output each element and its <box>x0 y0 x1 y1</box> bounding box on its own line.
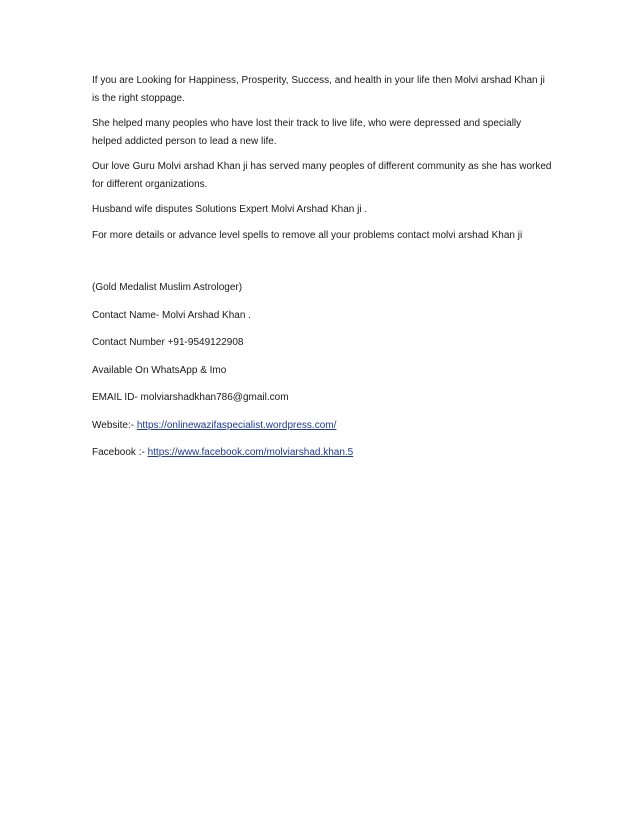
facebook-label: Facebook :- <box>92 447 148 458</box>
email-line: EMAIL ID- molviarshadkhan786@gmail.com <box>92 392 289 403</box>
intro-paragraph: If you are Looking for Happiness, Prosperity, Success, and health in your life then Molvi arshad Khan ji is the right stoppage. <box>92 75 545 104</box>
details-paragraph: For more details or advance level spells to remove all your problems contact molvi arshad Khan ji <box>92 229 523 241</box>
service-paragraph: Our love Guru Molvi arshad Khan ji has served many peoples of different community as she has worked for different organizations. <box>92 161 552 190</box>
facebook-line <box>92 444 552 462</box>
help-paragraph: She helped many peoples who have lost their track to live life, who were depressed and specially helped addicted person to lead a new life. <box>92 118 522 147</box>
contact-name: Contact Name- Molvi Arshad Khan . <box>92 309 251 321</box>
website-label: Website:- <box>92 419 137 431</box>
website-line <box>92 417 552 435</box>
disputes-paragraph: Husband wife disputes Solutions Expert Molvi Arshad Khan ji . <box>92 204 368 215</box>
contact-number: Contact Number +91-9549122908 <box>92 337 244 348</box>
facebook-link[interactable]: https://www.facebook.com/molviarshad.khan.5 <box>147 447 354 458</box>
astrologer-title: (Gold Medalist Muslim Astrologer) <box>92 282 243 293</box>
spacer <box>92 252 552 279</box>
document-body <box>92 72 552 472</box>
availability-line: Available On WhatsApp & Imo <box>92 364 227 376</box>
website-link[interactable]: https://onlinewazifaspecialist.wordpress.com/ <box>136 419 337 431</box>
